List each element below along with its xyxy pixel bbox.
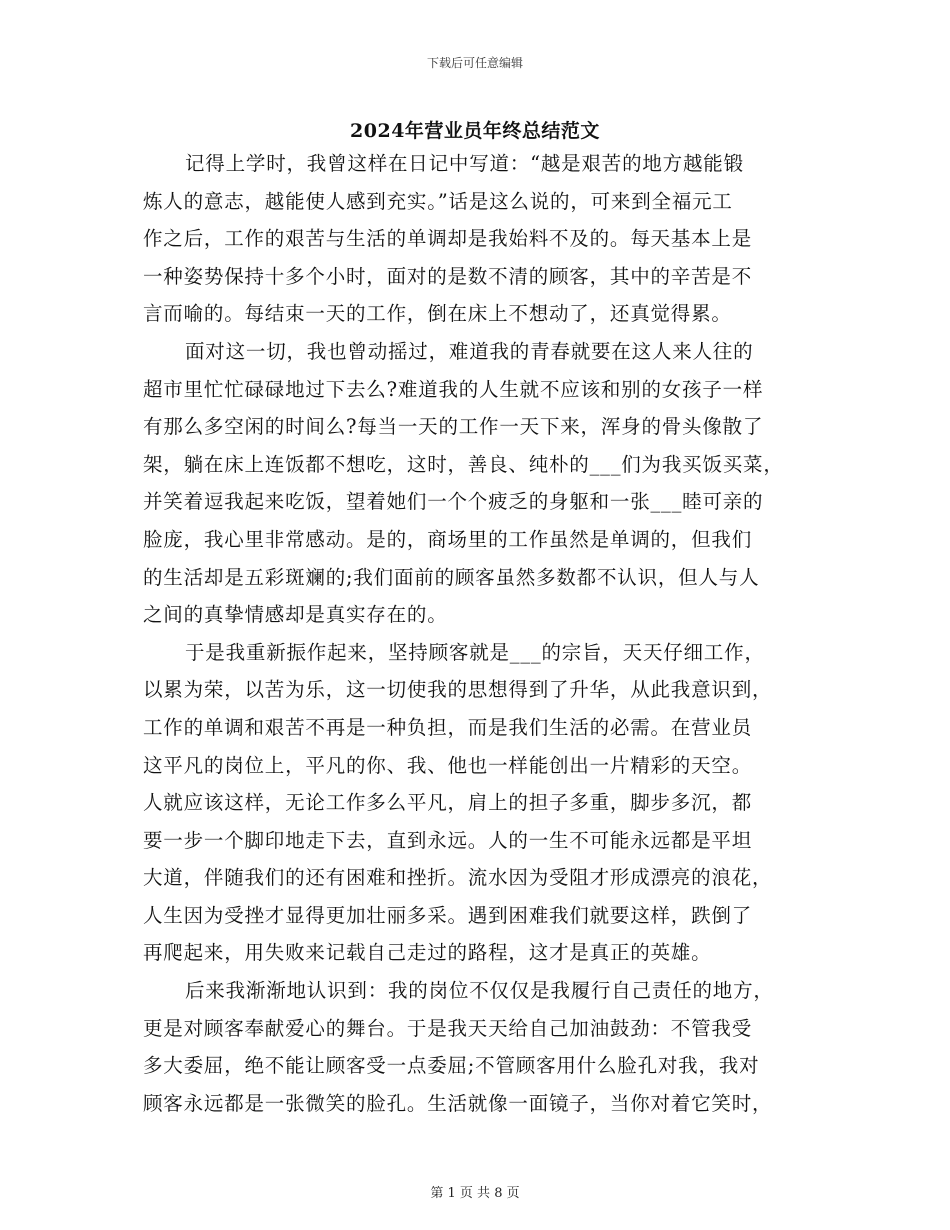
text-line: 再爬起来，用失败来记载自己走过的路程，这才是真正的英雄。 — [143, 941, 712, 965]
text-line: 多大委屈，绝不能让顾客受一点委屈;不管顾客用什么脸孔对我，我对 — [143, 1054, 760, 1078]
text-line: 工作的单调和艰苦不再是一种负担，而是我们生活的必需。在营业员 — [143, 715, 753, 739]
text-line: 记得上学时，我曾这样在日记中写道：“越是艰苦的地方越能锻 — [185, 152, 744, 175]
text-line: 这平凡的岗位上，平凡的你、我、他也一样能创出一片精彩的天空。 — [143, 753, 753, 777]
text-line: 超市里忙忙碌碌地过下去么?难道我的人生就不应该和别的女孩子一样 — [143, 377, 764, 401]
text-line: 于是我重新振作起来，坚持顾客就是___的宗旨，天天仔细工作， — [185, 640, 765, 664]
text-line: 脸庞，我心里非常感动。是的，商场里的工作虽然是单调的，但我们 — [143, 527, 753, 551]
text-line: 言而喻的。每结束一天的工作，倒在床上不想动了，还真觉得累。 — [143, 302, 732, 326]
text-line: 之间的真挚情感却是真实存在的。 — [143, 603, 448, 627]
text-line: 更是对顾客奉献爱心的舞台。于是我天天给自己加油鼓劲：不管我受 — [143, 1016, 753, 1040]
document-body — [143, 145, 813, 1122]
text-line: 人生因为受挫才显得更加壮丽多采。遇到困难我们就要这样，跌倒了 — [143, 903, 753, 927]
text-line: 大道，伴随我们的还有困难和挫折。流水因为受阻才形成漂亮的浪花， — [143, 866, 773, 890]
text-line: 有那么多空闲的时间么?每当一天的工作一天下来，浑身的骨头像散了 — [143, 415, 764, 439]
text-line: 要一步一个脚印地走下去，直到永远。人的一生不可能永远都是平坦 — [143, 828, 753, 852]
text-line: 后来我渐渐地认识到：我的岗位不仅仅是我履行自己责任的地方， — [185, 979, 774, 1003]
text-line: 的生活却是五彩斑斓的;我们面前的顾客虽然多数都不认识，但人与人 — [143, 565, 760, 589]
text-line: 炼人的意志，越能使人感到充实。”话是这么说的，可来到全福元工 — [143, 189, 733, 213]
page-footer: 第 1 页 共 8 页 — [430, 1186, 520, 1201]
text-line: 以累为荣，以苦为乐，这一切使我的思想得到了升华，从此我意识到， — [143, 678, 773, 702]
text-line: 一种姿势保持十多个小时，面对的是数不清的顾客，其中的辛苦是不 — [143, 264, 753, 288]
text-line: 作之后，工作的艰苦与生活的单调却是我始料不及的。每天基本上是 — [143, 227, 753, 251]
text-line: 顾客永远都是一张微笑的脸孔。生活就像一面镜子，当你对着它笑时， — [143, 1091, 773, 1115]
page-header: 下载后可任意编辑 — [426, 56, 523, 70]
text-line: 人就应该这样，无论工作多么平凡，肩上的担子多重，脚步多沉，都 — [143, 791, 753, 815]
text-line: 面对这一切，我也曾动摇过，难道我的青春就要在这人来人往的 — [185, 339, 754, 363]
text-line: 并笑着逗我起来吃饭，望着她们一个个疲乏的身躯和一张___睦可亲的 — [143, 490, 764, 514]
document-title: 2024年营业员年终总结范文 — [350, 120, 600, 142]
text-line: 架，躺在床上连饭都不想吃，这时，善良、纯朴的___们为我买饭买菜， — [143, 452, 784, 476]
